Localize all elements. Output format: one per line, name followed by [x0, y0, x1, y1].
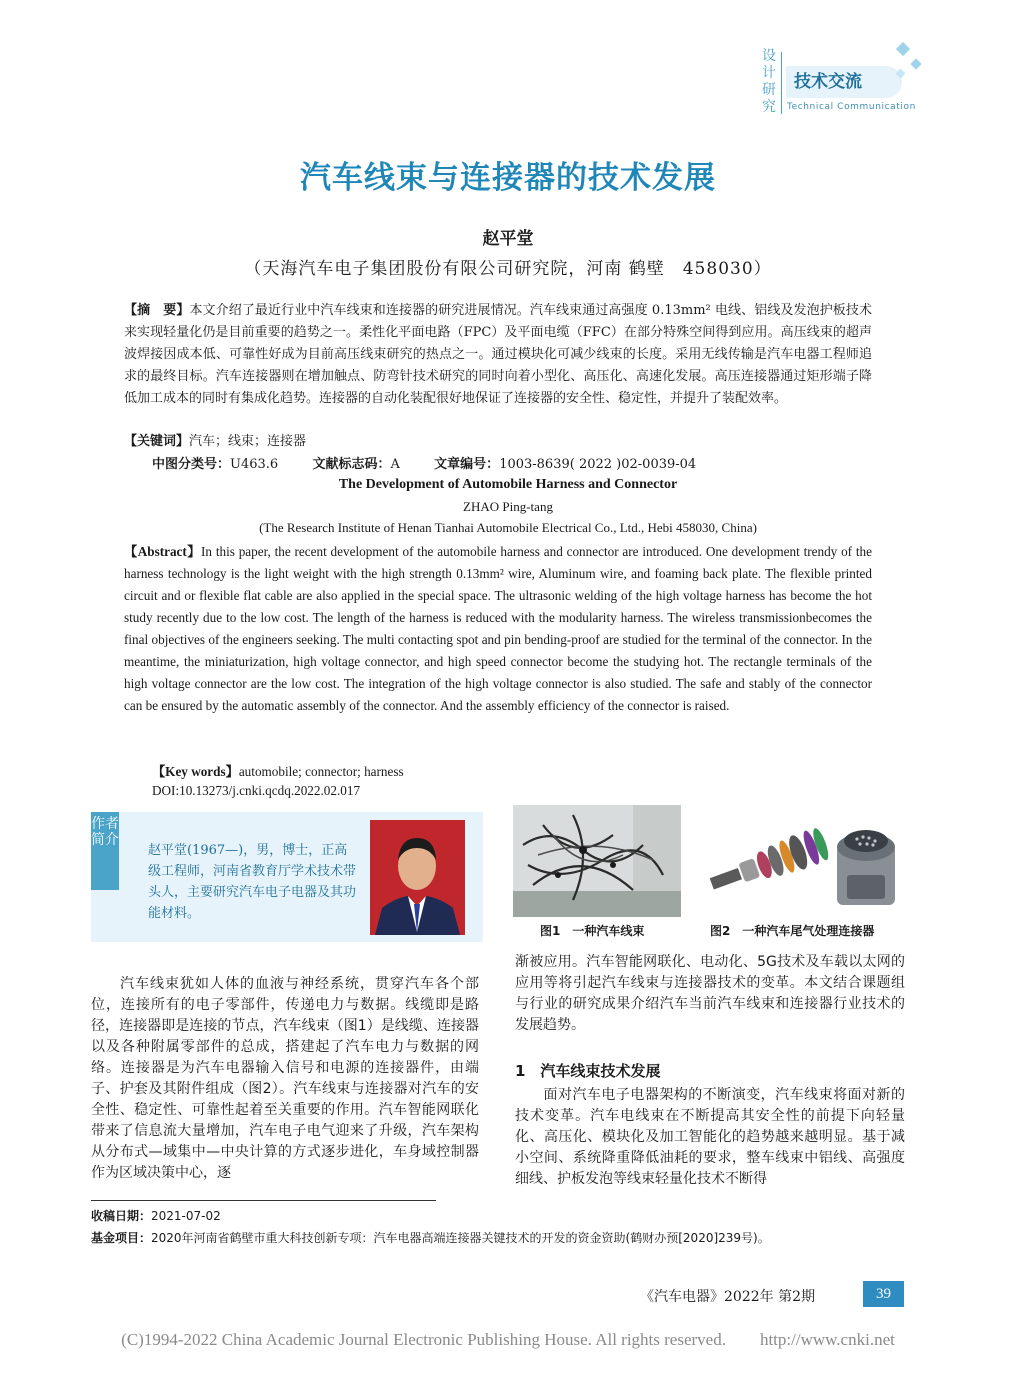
english-abstract-label: 【Abstract】	[124, 544, 202, 559]
received-label: 收稿日期：	[91, 1209, 152, 1223]
fund-value: 2020年河南省鹤壁市重大科技创新专项：汽车电器高端连接器关键技术的开发的资金资助(鹤财办预[2020]239号)。	[151, 1231, 770, 1245]
section-title-badge: 技术交流	[786, 66, 902, 98]
clc-label: 中图分类号：	[152, 457, 231, 472]
doc-code-value: A	[390, 457, 400, 472]
article-no-value: 1003-8639( 2022 )02-0039-04	[499, 457, 697, 472]
article-no-label: 文章编号：	[434, 457, 500, 472]
page-number: 39	[863, 1281, 904, 1307]
received-date	[91, 1207, 221, 1224]
decor-diamond-icon	[910, 58, 921, 69]
keywords-line	[124, 431, 306, 453]
english-author: ZHAO Ping-tang	[463, 499, 553, 514]
section-1-body	[515, 1085, 905, 1190]
keywords-text: 汽车；线束；连接器	[189, 434, 307, 449]
clc-value: U463.6	[230, 457, 279, 472]
english-abstract-text: In this paper, the recent development of the automobile harness and connector are introduced. One development trendy of the harness technology is the light weight with the high strength 0.13mm² wire, Aluminum wire, and foaming back plate. The flexible printed circuit and or flexible flat cable are also applied in the special space. The ultrasonic welding of the high voltage harness has become the hot study recently due to the low cost. The length of the harness is reduced with the modularity harness. The wireless transmissionbecomes the final objectives of the engineers seeking. The multi contacting spot and pin bending-proof are studied for the terminal of the connector. In the meantime, the miniaturization, high voltage connector, and high speed connector become the studying hot. The rectangle terminals of the high voltage connector are the low cost. The integration of the high voltage connector is also studied. The safe and stably of the connector can be ensured by the automatic assembly of the connector. And the assembly efficiency of the connector is raised.	[124, 544, 872, 713]
figure-1-image	[513, 805, 681, 917]
section-1-paragraph: 面对汽车电子电器架构的不断演变，汽车线束将面对新的技术变革。汽车电线束在不断提高其安全性的前提下向轻量化、高压化、模块化及加工智能化的趋势越来越明显。基于减小空间、系统降重降低油耗的要求，整车线束中铝线、高强度细线、护板发泡等线束轻量化技术不断得	[515, 1087, 905, 1187]
author-bio-side-label: 作者简介	[91, 812, 119, 890]
abstract-label: 【摘 要】	[124, 303, 190, 318]
keywords-label: 【关键词】	[124, 434, 190, 449]
english-abstract	[124, 541, 872, 717]
decor-diamond-icon	[896, 42, 910, 56]
header-divider	[781, 52, 782, 114]
doc-code-label: 文献标志码：	[312, 457, 391, 472]
section-subtitle: Technical Communication	[787, 102, 916, 112]
author-photo	[370, 820, 465, 935]
fund-note	[91, 1229, 911, 1246]
journal-name: 《汽车电器》2022年 第2期	[640, 1289, 815, 1305]
english-title: The Development of Automobile Harness and Connector	[338, 477, 678, 492]
figure-1-caption: 图1 一种汽车线束	[540, 924, 645, 938]
fund-label: 基金项目：	[91, 1231, 152, 1245]
chinese-abstract	[124, 300, 872, 410]
body-right-paragraph: 渐被应用。汽车智能网联化、电动化、5G技术及车载以太网的应用等将引起汽车线束与连接器技术的变革。本文结合课题组与行业的研究成果介绍汽车当前汽车线束和连接器行业技术的发展趋势。	[515, 954, 905, 1033]
section-vertical-tag: 设计研究	[762, 48, 776, 115]
figure-2-image	[697, 805, 904, 917]
section-1-heading: 1 汽车线束技术发展	[515, 1062, 661, 1080]
english-keywords-label: 【Key words】	[152, 764, 239, 779]
copyright-line: (C)1994-2022 China Academic Journal Electronic Publishing House. All rights reserved. http://www.cnki.net	[121, 1330, 895, 1349]
figure-2-caption: 图2 一种汽车尾气处理连接器	[710, 924, 875, 938]
received-value: 2021-07-02	[151, 1209, 221, 1223]
article-affiliation: （天海汽车电子集团股份有限公司研究院，河南 鹤壁 458030）	[244, 259, 772, 279]
author-bio-text: 赵平堂(1967—)，男，博士，正高级工程师，河南省教育厅学术技术带头人，主要研究汽车电子电器及其功能材料。	[148, 843, 357, 921]
footnote-divider	[91, 1200, 436, 1201]
abstract-text: 本文介绍了最近行业中汽车线束和连接器的研究进展情况。汽车线束通过高强度 0.13mm² 电线、铝线及发泡护板技术来实现轻量化仍是目前重要的趋势之一。柔性化平面电路（FPC）及平面电缆（FFC）在部分特殊空间得到应用。高压线束的超声波焊接因成本低、可靠性好成为目前高压线束研究的热点之一。通过模块化可减少线束的长度。采用无线传输是汽车电器工程师追求的最终目标。汽车连接器则在增加触点、防弯针技术研究的同时向着小型化、高压化、高速化发展。高压连接器通过矩形端子降低加工成本的同时有集成化趋势。连接器的自动化装配很好地保证了连接器的安全性、稳定性，并提升了装配效率。	[124, 303, 872, 406]
english-keywords-text: automobile; connector; harness	[238, 764, 404, 779]
classification-line	[152, 454, 696, 476]
english-keywords-line	[152, 761, 404, 780]
article-title: 汽车线束与连接器的技术发展	[300, 160, 716, 196]
english-affiliation: (The Research Institute of Henan Tianhai Automobile Electrical Co., Ltd., Hebi 458030, China)	[259, 520, 757, 535]
body-left-paragraph: 汽车线束犹如人体的血液与神经系统，贯穿汽车各个部位，连接所有的电子零部件，传递电力与数据。线缆即是路径，连接器即是连接的节点，汽车线束（图1）是线缆、连接器以及各种附属零部件的总成，搭建起了汽车电力与数据的网络。连接器是为汽车电器输入信号和电源的连接器件，由端子、护套及其附件组成（图2）。汽车线束与连接器对汽车的安全性、稳定性、可靠性起着至关重要的作用。汽车智能网联化带来了信息流大量增加，汽车电子电气迎来了升级，汽车架构从分布式—域集中—中央计算的方式逐步进化，车身域控制器作为区域决策中心，逐	[91, 976, 479, 1181]
body-left-column	[91, 974, 479, 1184]
article-author: 赵平堂	[482, 229, 534, 249]
doi: DOI:10.13273/j.cnki.qcdq.2022.02.017	[152, 783, 361, 798]
